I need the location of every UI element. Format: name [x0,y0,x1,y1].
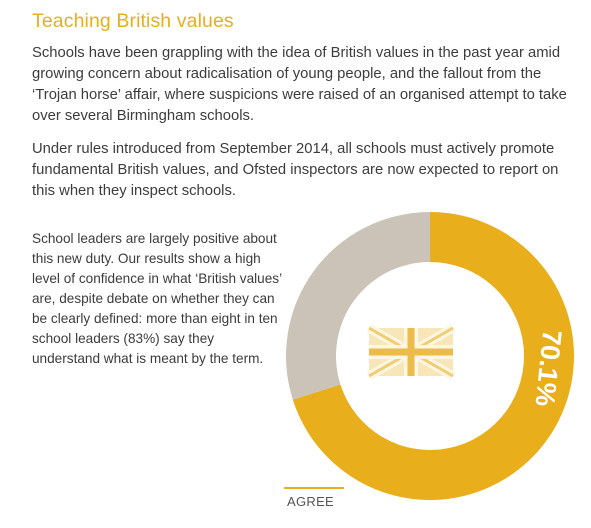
results-paragraph: School leaders are largely positive about this new duty. Our results show a high level of confidence in what ‘British values’ are, despite debate on whether they can be clearly defined: more than eight in ten school leaders (83%) say they understand what is meant by the term. [32,231,282,366]
agree-donut-chart [280,208,580,508]
agree-legend-label: AGREE [287,494,335,509]
agree-value-label: 70.1% [529,328,568,408]
rules-paragraph: Under rules introduced from September 2014, all schools must actively promote fundamental British values, and Ofsted inspectors are now expected to report on this when they inspect schools. [32,141,559,199]
union-flag-icon [369,328,453,376]
agree-legend-line [284,487,344,489]
section-title: Teaching British values [32,10,234,32]
intro-paragraph: Schools have been grappling with the idea of British values in the past year amid growing concern about radicalisation of young people, and the fallout from the ‘Trojan horse’ affair, where suspicions were raised of an organised attempt to take over several Birmingham schools. [32,45,567,124]
